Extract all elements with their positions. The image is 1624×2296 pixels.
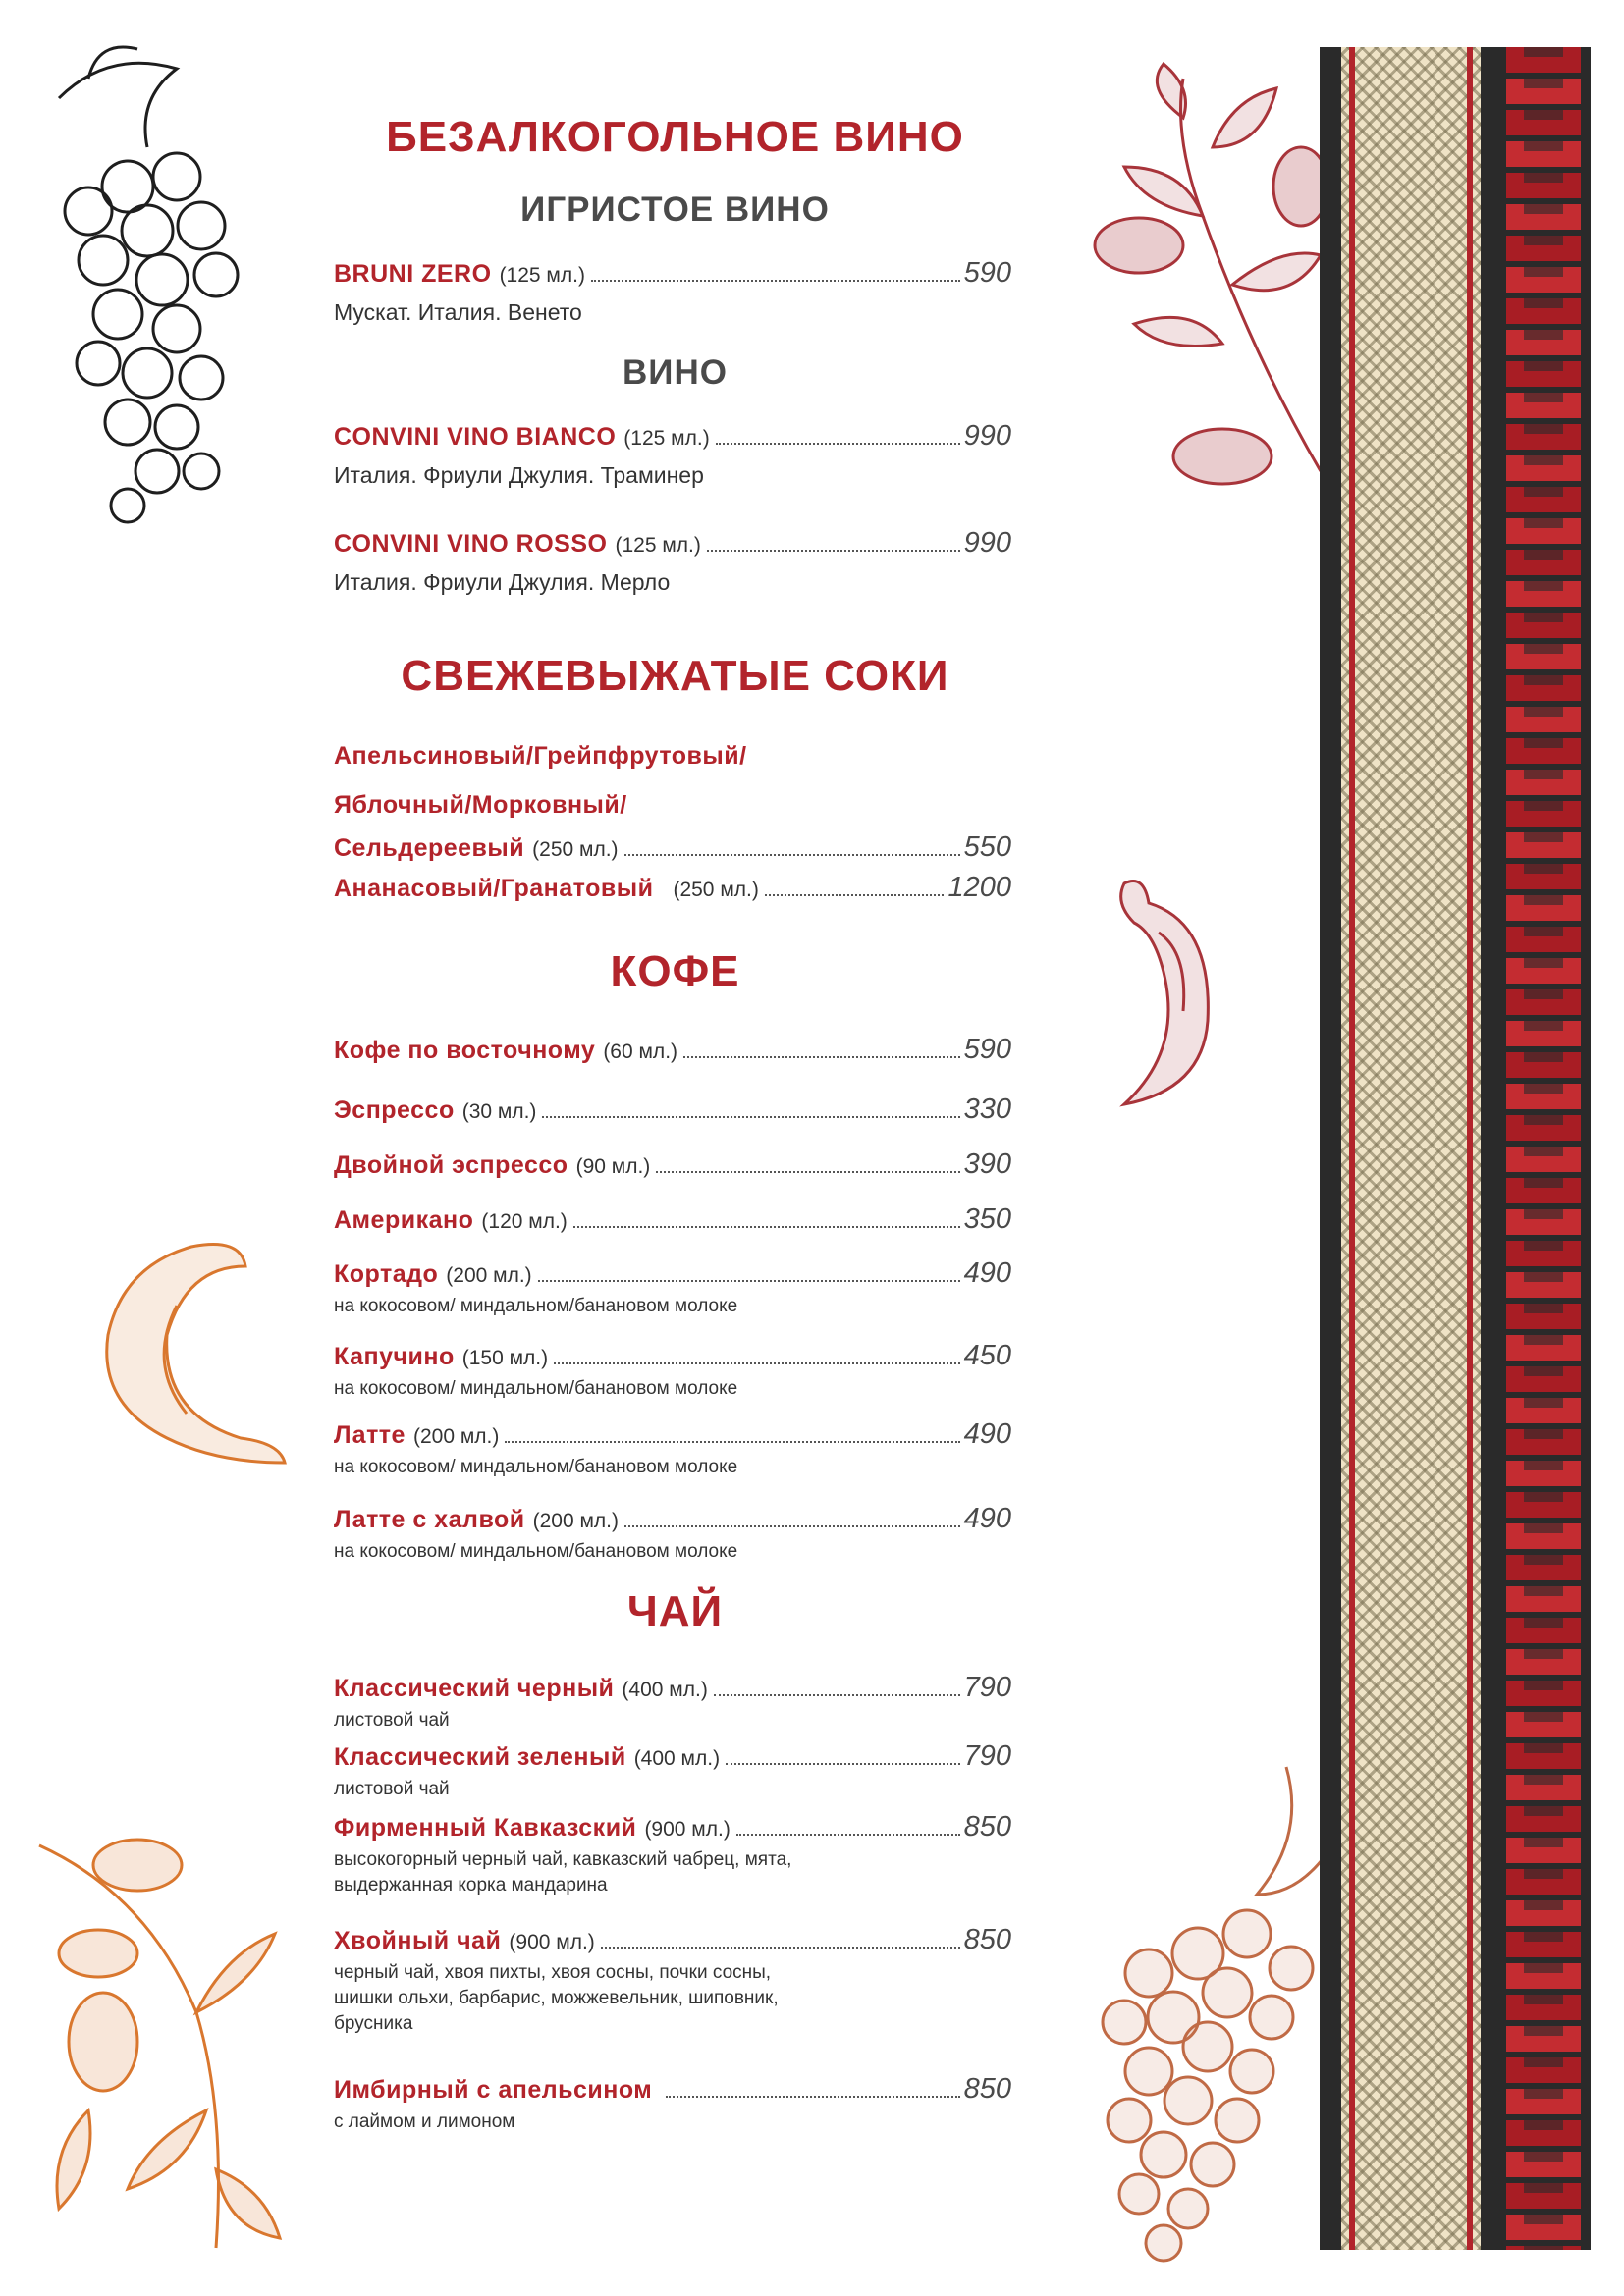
menu-item	[334, 1148, 1011, 1181]
item-name: Латте	[334, 1421, 406, 1449]
item-description: на кокосовом/ миндальном/банановом молоке	[334, 1457, 738, 1477]
item-price: 1200	[947, 872, 1011, 903]
item-description: Мускат. Италия. Венето	[334, 299, 582, 325]
olive-branch-icon	[29, 1816, 295, 2258]
item-description: шишки ольхи, барбарис, можжевельник, шиповник,	[334, 1988, 779, 2008]
menu-item	[334, 1740, 1011, 1802]
section-title-nonalco-wine: БЕЗАЛКОГОЛЬНОЕ ВИНО	[386, 113, 964, 161]
menu-item	[334, 1034, 1011, 1066]
item-price: 990	[963, 527, 1011, 559]
item-description: на кокосовом/ миндальном/банановом молоке	[334, 1378, 738, 1399]
leader-dots	[726, 1763, 960, 1765]
item-name-line: Яблочный/Морковный/	[334, 791, 627, 819]
item-name: Латте с халвой	[334, 1506, 525, 1533]
leader-dots	[538, 1280, 960, 1282]
item-price: 790	[963, 1740, 1011, 1772]
menu-item	[334, 1924, 1011, 2037]
menu-item	[334, 420, 1011, 490]
item-volume: (250 мл.)	[673, 879, 759, 901]
leader-dots	[505, 1441, 959, 1443]
item-name: Капучино	[334, 1343, 455, 1370]
item-description: Италия. Фриули Джулия. Траминер	[334, 462, 704, 488]
item-name: Эспрессо	[334, 1096, 455, 1124]
leader-dots	[666, 2096, 959, 2098]
menu-item	[334, 2073, 1011, 2135]
item-price: 590	[963, 257, 1011, 289]
item-description: черный чай, хвоя пихты, хвоя сосны, почки сосны,	[334, 1962, 772, 1983]
item-name: Двойной эспрессо	[334, 1151, 568, 1179]
leader-dots	[573, 1226, 960, 1228]
item-price: 450	[963, 1340, 1011, 1371]
grapes-icon	[1070, 1757, 1335, 2268]
item-price: 390	[963, 1148, 1011, 1180]
item-price: 490	[963, 1503, 1011, 1534]
leader-dots	[656, 1171, 959, 1173]
item-volume: (400 мл.)	[622, 1679, 708, 1701]
leader-dots	[707, 550, 960, 552]
menu-item	[334, 731, 1011, 864]
menu-item	[334, 1672, 1011, 1734]
item-price: 790	[963, 1672, 1011, 1703]
menu-item	[334, 1503, 1011, 1565]
leader-dots	[736, 1834, 960, 1836]
olive-branch-icon	[1085, 59, 1330, 491]
menu-item	[334, 1094, 1011, 1126]
item-volume: (90 мл.)	[575, 1155, 651, 1178]
item-volume: (400 мл.)	[633, 1747, 721, 1770]
item-description: на кокосовом/ миндальном/банановом молоке	[334, 1296, 738, 1316]
item-volume: (250 мл.)	[532, 838, 619, 861]
item-volume: (200 мл.)	[446, 1264, 532, 1287]
item-description: с лаймом и лимоном	[334, 2111, 515, 2132]
item-name: Классический черный	[334, 1675, 615, 1702]
item-description: выдержанная корка мандарина	[334, 1875, 608, 1896]
menu-item	[334, 257, 1011, 327]
item-name-line: Апельсиновый/Грейпфрутовый/	[334, 742, 747, 770]
item-price: 490	[963, 1418, 1011, 1450]
item-name: Фирменный Кавказский	[334, 1814, 637, 1842]
item-price: 850	[963, 1811, 1011, 1842]
menu-item	[334, 1340, 1011, 1402]
item-price: 850	[963, 1924, 1011, 1955]
item-price: 550	[963, 831, 1011, 863]
item-price: 990	[963, 420, 1011, 452]
item-volume: (125 мл.)	[623, 427, 710, 450]
ornament-red-band	[1506, 47, 1581, 2250]
item-description: высокогорный черный чай, кавказский чабрец, мята,	[334, 1849, 792, 1870]
item-name: Кортадо	[334, 1260, 439, 1288]
chili-pepper-icon	[1105, 874, 1222, 1119]
item-description: листовой чай	[334, 1779, 450, 1799]
item-description: на кокосовом/ миндальном/банановом молоке	[334, 1541, 738, 1562]
item-name: Имбирный с апельсином	[334, 2076, 653, 2104]
section-title-coffee: КОФЕ	[610, 947, 740, 995]
item-name: Ананасовый/Гранатовый	[334, 875, 654, 902]
item-name: Классический зеленый	[334, 1743, 626, 1771]
item-name: BRUNI ZERO	[334, 260, 492, 288]
item-name: CONVINI VINO BIANCO	[334, 423, 617, 451]
menu-item	[334, 872, 1011, 904]
item-name: Хвойный чай	[334, 1927, 502, 1954]
leader-dots	[601, 1947, 960, 1949]
menu-item	[334, 1418, 1011, 1480]
item-price: 490	[963, 1257, 1011, 1289]
item-volume: (150 мл.)	[461, 1347, 549, 1369]
item-description: брусника	[334, 2013, 413, 2034]
menu-item	[334, 1811, 1011, 1898]
banana-pepper-icon	[69, 1227, 295, 1482]
item-volume: (60 мл.)	[603, 1041, 678, 1063]
item-price: 850	[963, 2073, 1011, 2105]
leader-dots	[591, 280, 960, 282]
grapes-icon	[29, 39, 265, 530]
item-description: Италия. Фриули Джулия. Мерло	[334, 569, 671, 595]
item-name: CONVINI VINO ROSSO	[334, 530, 608, 558]
item-volume: (200 мл.)	[532, 1510, 620, 1532]
item-volume: (125 мл.)	[615, 534, 701, 557]
subsection-title-sparkling: ИГРИСТОЕ ВИНО	[520, 190, 830, 229]
item-name: Американо	[334, 1206, 474, 1234]
subsection-title-wine: ВИНО	[623, 353, 728, 392]
item-price: 330	[963, 1094, 1011, 1125]
item-volume: (125 мл.)	[499, 264, 585, 287]
leader-dots	[716, 443, 960, 445]
leader-dots	[624, 1525, 960, 1527]
leader-dots	[542, 1116, 959, 1118]
item-price: 350	[963, 1203, 1011, 1235]
leader-dots	[714, 1694, 960, 1696]
leader-dots	[554, 1362, 959, 1364]
item-volume: (30 мл.)	[461, 1100, 537, 1123]
menu-item	[334, 527, 1011, 597]
item-volume: (200 мл.)	[412, 1425, 500, 1448]
item-price: 590	[963, 1034, 1011, 1065]
ornament-border	[1320, 47, 1591, 2250]
menu-item	[334, 1257, 1011, 1319]
item-volume: (120 мл.)	[481, 1210, 568, 1233]
leader-dots	[683, 1056, 960, 1058]
item-description: листовой чай	[334, 1710, 450, 1731]
section-title-tea: ЧАЙ	[626, 1587, 724, 1635]
leader-dots	[765, 894, 945, 896]
menu-item	[334, 1203, 1011, 1236]
item-volume: (900 мл.)	[644, 1818, 731, 1841]
leader-dots	[624, 854, 960, 856]
item-name: Сельдереевый	[334, 834, 525, 862]
section-title-juices: СВЕЖЕВЫЖАТЫЕ СОКИ	[401, 652, 949, 700]
item-volume: (900 мл.)	[509, 1931, 595, 1953]
ornament-light-band	[1341, 47, 1481, 2250]
item-name: Кофе по восточному	[334, 1037, 596, 1064]
